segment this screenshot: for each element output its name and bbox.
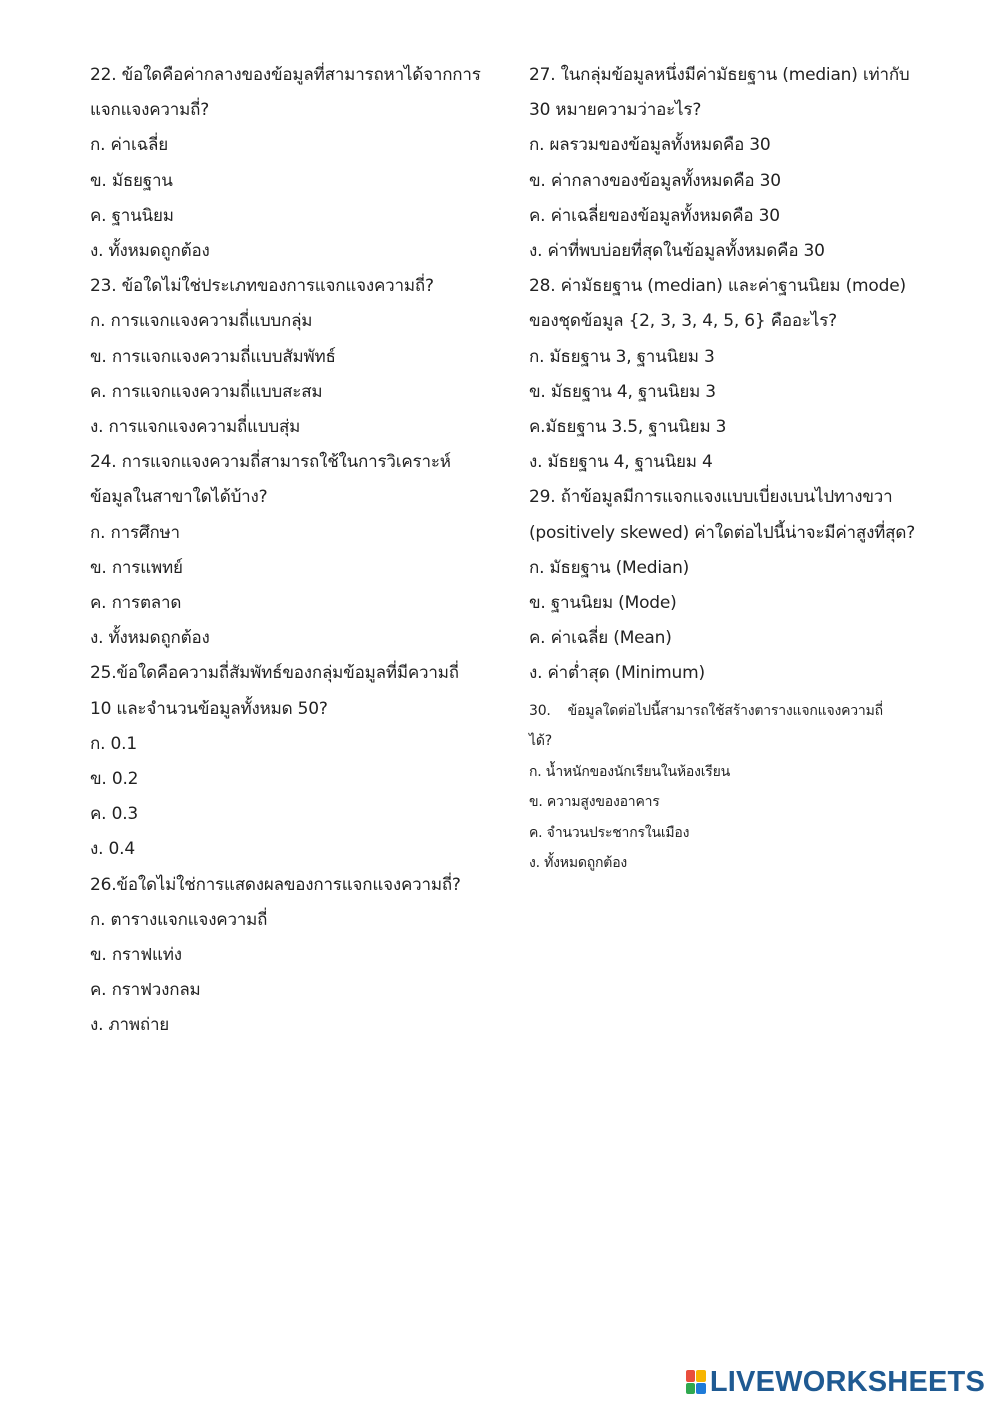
text-line: (positively skewed) ค่าใดต่อไปนี้น่าจะมีค่าสูงที่สุด?: [529, 522, 916, 543]
text-line: ค. ฐานนิยม: [90, 205, 174, 226]
text-line: แจกแจงความถี่?: [90, 100, 210, 121]
text-line: ข. ค่ากลางของข้อมูลทั้งหมดคือ 30: [529, 170, 781, 191]
text-line: 28. ค่ามัธยฐาน (median) และค่าฐานนิยม (mode): [529, 276, 906, 297]
text-line: 30 หมายความว่าอะไร?: [529, 100, 702, 121]
logo-square-green: [686, 1383, 696, 1395]
text-line: ค. ค่าเฉลี่ย (Mean): [529, 628, 672, 649]
question-30-block: [529, 696, 949, 879]
brand-name: LIVEWORKSHEETS: [709, 1365, 985, 1398]
text-line: ค. กราฟวงกลม: [90, 980, 201, 1001]
text-line: ก. มัธยฐาน 3, ฐานนิยม 3: [529, 346, 715, 367]
text-line: ง. มัธยฐาน 4, ฐานนิยม 4: [529, 452, 713, 473]
text-line: ค. การแจกแจงความถี่แบบสะสม: [90, 381, 323, 402]
text-line: 25.ข้อใดคือความถี่สัมพัทธ์ของกลุ่มข้อมูลที่มีความถี่: [90, 663, 459, 684]
text-line: ค. จำนวนประชากรในเมือง: [529, 824, 690, 841]
text-line: 24. การแจกแจงความถี่สามารถใช้ในการวิเคราะห์: [90, 452, 451, 473]
liveworksheets-brand[interactable]: [686, 1365, 985, 1399]
text-line: ค. การตลาด: [90, 593, 182, 614]
logo-square-yellow: [696, 1370, 706, 1382]
text-line: ข. 0.2: [90, 769, 139, 790]
text-line: 30. ข้อมูลใดต่อไปนี้สามารถใช้สร้างตารางแจกแจงความถี่: [529, 702, 883, 719]
text-line: ก. น้ำหนักของนักเรียนในห้องเรียน: [529, 763, 730, 780]
text-line: ก. ผลรวมของข้อมูลทั้งหมดคือ 30: [529, 135, 771, 156]
text-line: ง. ค่าต่ำสุด (Minimum): [529, 663, 705, 684]
logo-square-blue: [696, 1383, 706, 1395]
text-line: ค. ค่าเฉลี่ยของข้อมูลทั้งหมดคือ 30: [529, 205, 780, 226]
text-line: ง. การแจกแจงความถี่แบบสุ่ม: [90, 417, 301, 438]
text-line: ได้?: [529, 733, 552, 750]
text-line: ข้อมูลในสาขาใดได้บ้าง?: [90, 487, 268, 508]
text-line: ก. การศึกษา: [90, 522, 180, 543]
text-line: ข. ความสูงของอาคาร: [529, 794, 660, 811]
text-line: ของชุดข้อมูล {2, 3, 3, 4, 5, 6} คืออะไร?: [529, 311, 837, 332]
text-line: ง. 0.4: [90, 839, 135, 860]
right-column: [529, 58, 949, 879]
text-line: 27. ในกลุ่มข้อมูลหนึ่งมีค่ามัธยฐาน (median) เท่ากับ: [529, 65, 910, 85]
text-line: ข. มัธยฐาน 4, ฐานนิยม 3: [529, 381, 716, 402]
text-line: ง. ค่าที่พบบ่อยที่สุดในข้อมูลทั้งหมดคือ 30: [529, 241, 825, 262]
text-line: 29. ถ้าข้อมูลมีการแจกแจงแบบเบี่ยงเบนไปทางขวา: [529, 487, 893, 508]
text-line: ก. ตารางแจกแจงความถี่: [90, 909, 268, 930]
text-line: ก. การแจกแจงความถี่แบบกลุ่ม: [90, 311, 313, 332]
text-line: ก. มัธยฐาน (Median): [529, 557, 690, 578]
text-line: ง. ทั้งหมดถูกต้อง: [529, 855, 628, 872]
logo-square-red: [686, 1370, 696, 1382]
text-line: ก. ค่าเฉลี่ย: [90, 135, 168, 156]
text-line: ค.มัธยฐาน 3.5, ฐานนิยม 3: [529, 417, 727, 438]
text-line: ง. ทั้งหมดถูกต้อง: [90, 241, 210, 262]
text-line: ข. กราฟแท่ง: [90, 945, 182, 966]
text-line: ค. 0.3: [90, 804, 139, 825]
text-line: ข. มัธยฐาน: [90, 170, 173, 191]
text-line: ง. ทั้งหมดถูกต้อง: [90, 628, 210, 649]
text-line: ง. ภาพถ่าย: [90, 1015, 170, 1036]
text-line: ข. ฐานนิยม (Mode): [529, 593, 677, 614]
text-line: 23. ข้อใดไม่ใช่ประเภทของการแจกแจงความถี่?: [90, 276, 434, 297]
text-line: ก. 0.1: [90, 733, 137, 754]
liveworksheets-logo-icon: [686, 1370, 706, 1394]
text-line: ข. การแจกแจงความถี่แบบสัมพัทธ์: [90, 346, 336, 367]
left-column: [90, 58, 490, 1044]
text-line: ข. การแพทย์: [90, 557, 183, 578]
text-line: 26.ข้อใดไม่ใช่การแสดงผลของการแจกแจงความถี่?: [90, 874, 461, 895]
text-line: 10 และจำนวนข้อมูลทั้งหมด 50?: [90, 698, 328, 719]
text-line: 22. ข้อใดคือค่ากลางของข้อมูลที่สามารถหาได้จากการ: [90, 65, 481, 85]
